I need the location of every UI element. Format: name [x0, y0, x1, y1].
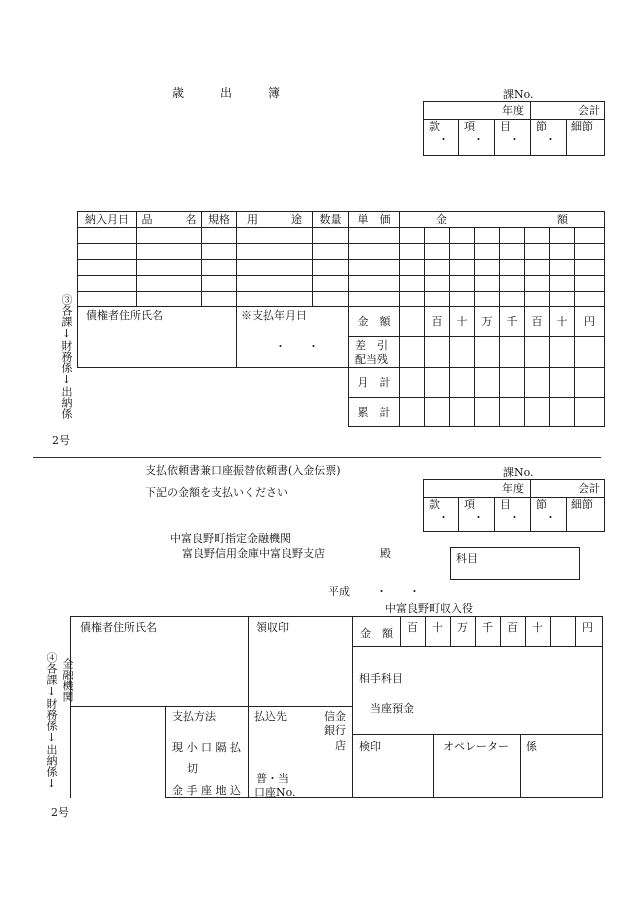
moku-label-2: 目	[500, 498, 511, 511]
shinkin-label: 信金	[324, 710, 346, 723]
payee-label: 債権者住所氏名	[78, 307, 237, 368]
saisetsu-label: 細節	[567, 120, 605, 156]
moku-label: 目	[500, 120, 511, 133]
digit-man: 万	[475, 307, 500, 337]
col-quantity: 数量	[313, 212, 349, 228]
digit-juu: 十	[550, 307, 575, 337]
digit-2-3: 千	[482, 621, 493, 634]
table-row	[78, 292, 605, 307]
digit-2-0: 百	[407, 621, 418, 634]
payment-methods-kiri: 切	[187, 762, 198, 775]
fiscal-year-label-2: 年度	[424, 480, 531, 498]
digit-sen: 千	[500, 307, 525, 337]
table-row	[78, 228, 605, 244]
section-number-label: 課No.	[503, 88, 534, 101]
financial-institution-vertical: 金融機関	[61, 658, 74, 702]
balance-label-1: 差 引	[355, 339, 388, 352]
routing-vertical-1: ③各課↓財務係↓出納係	[60, 294, 73, 419]
accounting-label: 会計	[531, 102, 605, 120]
col-unit-price: 単 価	[349, 212, 400, 228]
clerk-label: 係	[526, 740, 537, 753]
moku-dot-2: ・	[509, 511, 520, 524]
col-purpose: 用 途	[237, 212, 313, 228]
form-number-1: 2号	[52, 434, 70, 447]
kou-label-2: 項	[464, 498, 475, 511]
era-label: 平成	[328, 585, 350, 598]
setsu-dot: ・	[545, 133, 557, 146]
setsu-label-2: 節	[536, 498, 548, 511]
cumulative-total-label: 累 計	[349, 398, 400, 427]
payment-date-label: ※支払年月日	[241, 309, 307, 322]
routing-vertical-2: ④各課↓財務係↓出納係↓	[45, 652, 58, 790]
setsu-dot-2: ・	[545, 511, 557, 524]
accounting-label-2: 会計	[531, 480, 605, 498]
section-divider	[33, 457, 601, 458]
receipt-stamp-label: 領収印	[256, 621, 289, 634]
digit-en: 円	[575, 307, 605, 337]
kou-dot: ・	[473, 133, 484, 146]
counter-account-label: 相手科目	[359, 672, 403, 685]
checking-deposit-label: 当座預金	[370, 702, 414, 715]
form-number-2: 2号	[51, 806, 69, 819]
digit-hyaku: 百	[525, 307, 550, 337]
col-item-name: 品 名	[137, 212, 202, 228]
digit-juu-man: 十	[450, 307, 475, 337]
digit-hyaku-oku: 百	[425, 307, 450, 337]
digit-2-2: 万	[457, 621, 468, 634]
honorific: 殿	[380, 547, 391, 560]
date-dots: ・ ・	[376, 585, 420, 598]
amount-label: 金 額	[349, 307, 400, 337]
subject-label: 科目	[456, 552, 478, 565]
payment-date-dots: ・ ・	[275, 340, 319, 353]
request-text: 下記の金額を支払いください	[145, 486, 288, 499]
col-spec: 規格	[202, 212, 237, 228]
branch-label: 店	[335, 739, 346, 752]
table-row	[78, 276, 605, 292]
setsu-label: 節	[536, 120, 548, 133]
payment-form	[70, 616, 603, 798]
treasurer-label: 中富良野町収入役	[385, 602, 473, 615]
expenditure-table	[77, 211, 605, 427]
account-number-label: 口座No.	[254, 786, 296, 799]
digit-2-4: 百	[507, 621, 518, 634]
request-title: 支払依頼書兼口座振替依頼書(入金伝票)	[145, 464, 341, 477]
kan-dot-2: ・	[438, 511, 449, 524]
inspection-stamp-label: 検印	[359, 740, 381, 753]
account-code-box	[423, 101, 605, 156]
kan-dot: ・	[438, 133, 449, 146]
payment-methods-row1: 現 小 口 隔 払	[172, 741, 241, 754]
transfer-to-label: 払込先	[254, 710, 287, 723]
bank-designation: 中富良野町指定金融機関	[170, 532, 291, 545]
kou-label: 項	[464, 120, 475, 133]
col-amount: 金 額	[400, 212, 605, 228]
digit-2-5: 十	[532, 621, 543, 634]
account-type-label: 普・当	[256, 772, 289, 785]
kan-label-2: 款	[429, 498, 440, 511]
subject-box	[450, 547, 580, 580]
payment-methods-row2: 金 手 座 地 込	[172, 784, 241, 797]
ledger-title: 歳 出 簿	[172, 86, 281, 100]
digit-2-6: 円	[582, 621, 593, 634]
account-code-box-2	[423, 479, 605, 532]
payee-label-2: 債権者住所氏名	[80, 621, 157, 634]
payment-method-label: 支払方法	[172, 710, 216, 723]
saisetsu-label-2: 細節	[567, 498, 605, 532]
section-number-label-2: 課No.	[503, 466, 534, 479]
table-row	[78, 260, 605, 276]
col-delivery-date: 納入月日	[78, 212, 137, 228]
monthly-total-label: 月 計	[349, 368, 400, 398]
bank-label: 銀行	[324, 724, 346, 737]
balance-label-2: 配当残	[355, 353, 388, 366]
bank-branch: 富良野信用金庫中富良野支店	[182, 547, 325, 560]
amount-label-2: 金 額	[360, 627, 393, 640]
digit-2-1: 十	[432, 621, 443, 634]
kan-label: 款	[429, 120, 440, 133]
kou-dot-2: ・	[473, 511, 484, 524]
fiscal-year-label: 年度	[424, 102, 531, 120]
table-row	[78, 244, 605, 260]
operator-label: オペレーター	[443, 740, 509, 753]
moku-dot: ・	[509, 133, 520, 146]
